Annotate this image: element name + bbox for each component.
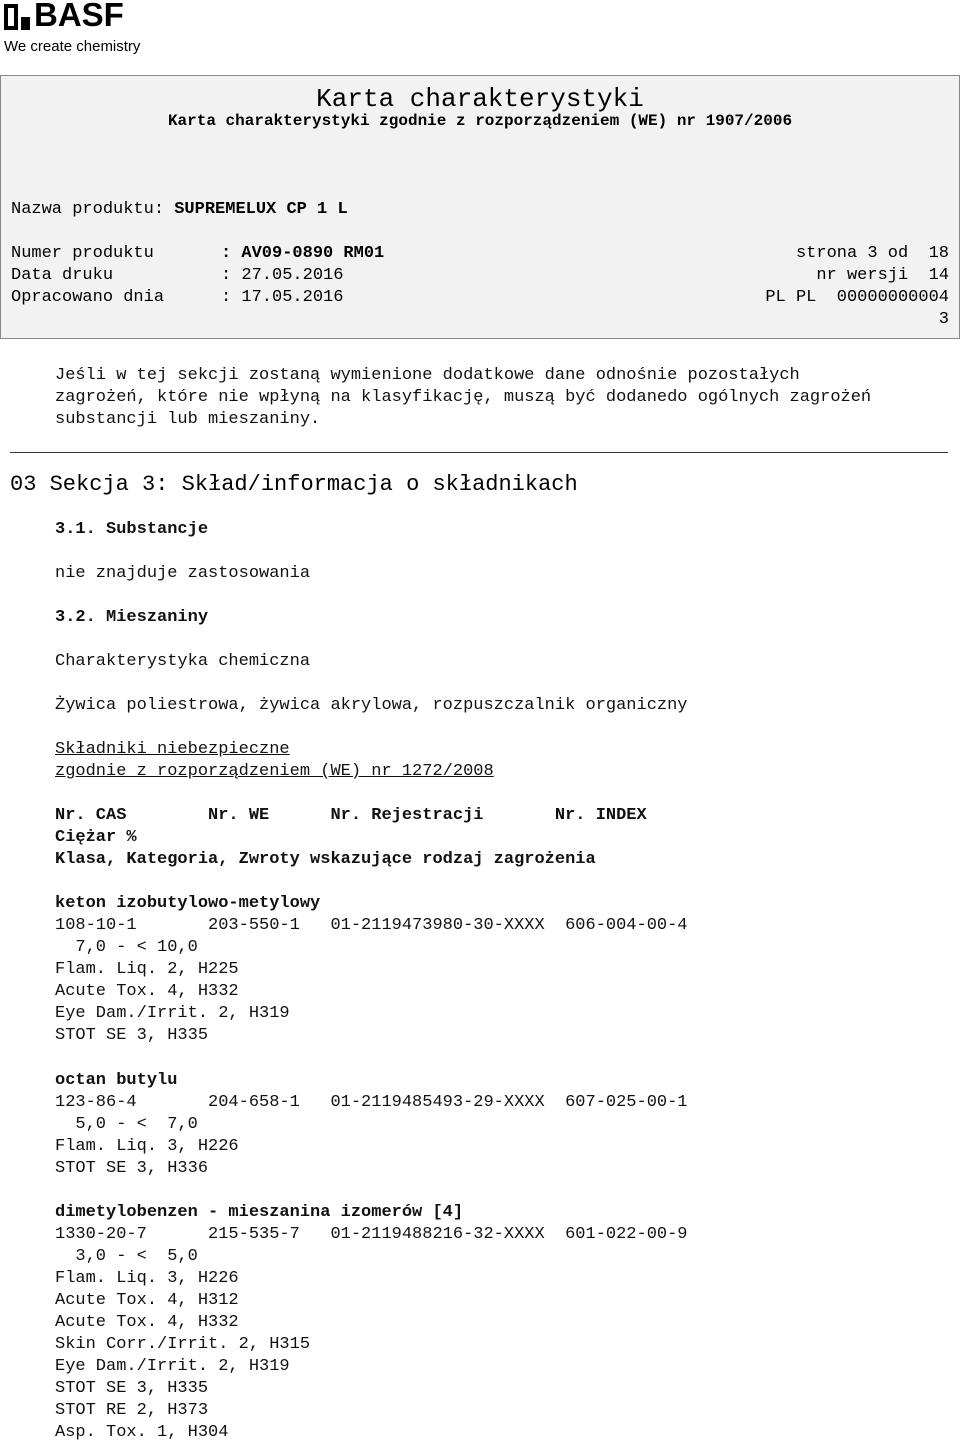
product-name: SUPREMELUX CP 1 L [174, 200, 348, 219]
header-value-product-number: : AV09-0890 RM01 [221, 244, 385, 263]
header-value-print-date: : 27.05.2016 [221, 266, 344, 285]
component-hazard: STOT RE 2, H373 [55, 1401, 209, 1420]
section-divider [10, 452, 948, 453]
chemical-characterization-text: Żywica poliestrowa, żywica akrylowa, rozpuszczalnik organiczny [55, 696, 688, 715]
component-ids: 1330-20-7 215-535-7 01-2119488216-32-XXXX 601-022-00-9 [55, 1225, 688, 1244]
component-weight: 5,0 - < 7,0 [55, 1115, 198, 1134]
chemical-characterization-label: Charakterystyka chemiczna [55, 652, 311, 671]
component-hazard: STOT SE 3, H335 [55, 1026, 209, 1045]
header-label-revised-date: Opracowano dnia [11, 288, 165, 307]
component-hazard: Eye Dam./Irrit. 2, H319 [55, 1004, 290, 1023]
column-header-classification: Klasa, Kategoria, Zwroty wskazujące rodzaj zagrożenia [55, 850, 596, 869]
product-name-row [11, 200, 348, 219]
regulation-reference: zgodnie z rozporządzeniem (WE) nr 1272/2008 [55, 762, 494, 781]
logo-brand: BASF [34, 0, 124, 33]
column-header-weight: Ciężar % [55, 828, 137, 847]
header-extra-number: 3 [938, 310, 949, 329]
subsection-3-2: 3.2. Mieszaniny [55, 608, 209, 627]
component-hazard: Flam. Liq. 3, H226 [55, 1269, 239, 1288]
subsection-3-1-text: nie znajduje zastosowania [55, 564, 311, 583]
component-hazard: Flam. Liq. 3, H226 [55, 1137, 239, 1156]
header-doc-number: PL PL 00000000004 [765, 288, 949, 307]
component-hazard: Eye Dam./Irrit. 2, H319 [55, 1357, 290, 1376]
hazardous-components-label: Składniki niebezpieczne [55, 740, 290, 759]
component-hazard: Acute Tox. 4, H312 [55, 1291, 239, 1310]
component-hazard: STOT SE 3, H335 [55, 1379, 209, 1398]
header-value-revised-date: : 17.05.2016 [221, 288, 344, 307]
document-header [0, 75, 960, 339]
component-ids: 108-10-1 203-550-1 01-2119473980-30-XXXX 606-004-00-4 [55, 916, 688, 935]
component-weight: 3,0 - < 5,0 [55, 1247, 198, 1266]
document-title: Karta charakterystyki [316, 84, 644, 114]
intro-line-3: substancji lub mieszaniny. [55, 410, 321, 429]
product-name-label: Nazwa produktu: [11, 200, 165, 219]
component-hazard: Flam. Liq. 2, H225 [55, 960, 239, 979]
header-label-product-number: Numer produktu [11, 244, 154, 263]
component-ids: 123-86-4 204-658-1 01-2119485493-29-XXXX 607-025-00-1 [55, 1093, 688, 1112]
component-hazard: Asp. Tox. 1, H304 [55, 1423, 229, 1442]
header-label-print-date: Data druku [11, 266, 114, 285]
intro-line-1: Jeśli w tej sekcji zostaną wymienione dodatkowe dane odnośnie pozostałych [55, 366, 800, 385]
intro-line-2: zagrożeń, które nie wpłyną na klasyfikację, muszą być dodanedo ogólnych zagrożeń [55, 388, 872, 407]
component-hazard: STOT SE 3, H336 [55, 1159, 209, 1178]
section-title: 03 Sekcja 3: Skład/informacja o składnikach [10, 472, 578, 497]
column-header-ids: Nr. CAS Nr. WE Nr. Rejestracji Nr. INDEX [55, 806, 647, 825]
basf-logo-mark-icon [4, 4, 30, 30]
component-name: keton izobutylowo-metylowy [55, 894, 321, 913]
component-hazard: Acute Tox. 4, H332 [55, 982, 239, 1001]
header-version-info: nr wersji 14 [816, 266, 949, 285]
component-hazard: Skin Corr./Irrit. 2, H315 [55, 1335, 311, 1354]
header-page-info: strona 3 od 18 [795, 244, 949, 263]
component-weight: 7,0 - < 10,0 [55, 938, 198, 957]
component-hazard: Acute Tox. 4, H332 [55, 1313, 239, 1332]
logo-tagline: We create chemistry [4, 38, 141, 55]
component-name: octan butylu [55, 1071, 178, 1090]
subsection-3-1: 3.1. Substancje [55, 520, 209, 539]
basf-logo [4, 2, 174, 58]
document-subtitle: Karta charakterystyki zgodnie z rozporządzeniem (WE) nr 1907/2006 [167, 112, 793, 130]
component-name: dimetylobenzen - mieszanina izomerów [4] [55, 1203, 464, 1222]
